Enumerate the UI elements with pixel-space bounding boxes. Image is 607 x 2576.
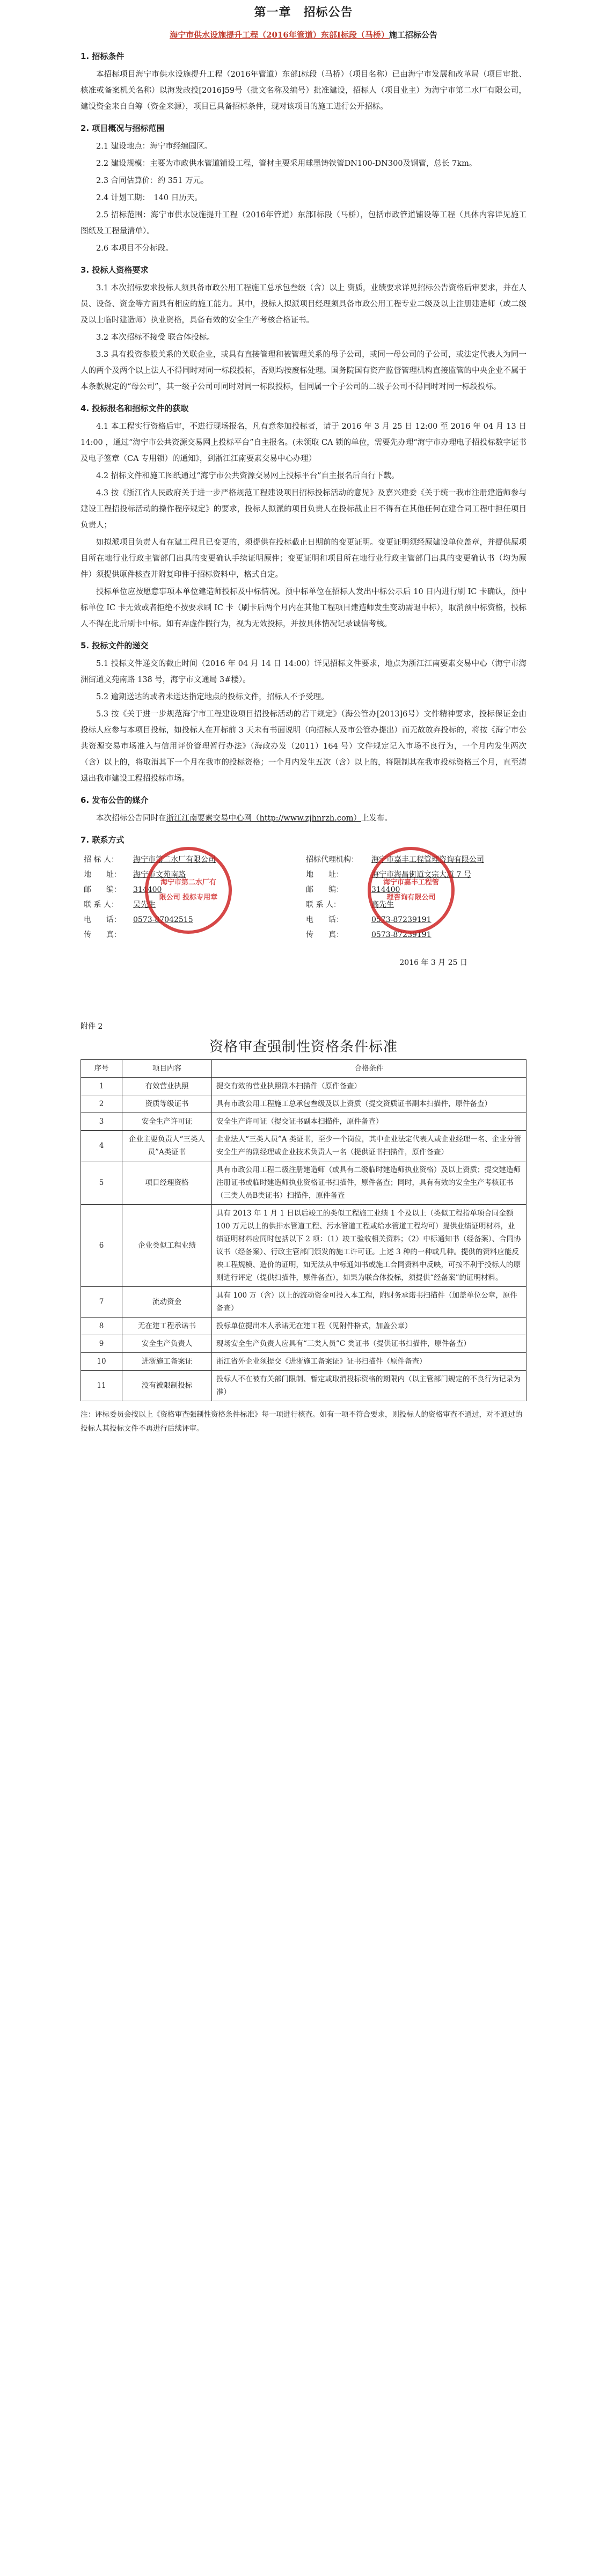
cell-condition: 投标人不在被有关部门限制、暂定或取消投标资格的期限内（以主管部门规定的不良行为记录为准） (212, 1371, 526, 1401)
section-heading-3: 3. 投标人资格要求 (81, 265, 149, 275)
document-title (81, 27, 526, 43)
contact-label: 邮 编： (306, 885, 343, 894)
section-2-item: 2.2 建设规模：主要为市政供水管道铺设工程，管材主要采用球墨铸铁管DN100-DN300及钢管，总长 7km。 (96, 159, 477, 168)
document-title-suffix: 施工招标公告 (389, 30, 437, 40)
appendix-note: 注：评标委员会按以上《资格审查强制性资格条件标准》每一项进行核查。如有一项不符合要求，则投标人的资格审查不通过，对不通过的投标人其投标文件不再进行后续评审。 (81, 1410, 523, 1433)
section-4-item: 4.3 按《浙江省人民政府关于进一步严格规范工程建设项目招标投标活动的意见》及嘉兴建委《关于统一我市注册建造师参与建设工程招投标活动的操作程序规定》的要求，投标人拟派的项目负责人在投标截止日不得有在其他任何在建合同工程中担任项目负责人； (81, 489, 526, 530)
cell-no: 1 (81, 1078, 122, 1095)
contact-label: 地 址： (84, 870, 121, 879)
cell-condition: 安全生产许可证（提交证书副本扫描件，原件备查） (212, 1113, 526, 1131)
appendix-table-title: 资格审查强制性资格条件标准 (209, 1039, 398, 1055)
cell-no: 6 (81, 1205, 122, 1287)
contact-label: 邮 编： (84, 885, 121, 894)
contact-value: 314400 (371, 885, 400, 894)
contact-label: 招标代理机构： (306, 855, 359, 864)
announcement-page (81, 0, 526, 1436)
cell-condition: 企业法人“三类人员”A 类证书，至少一个岗位，其中企业法定代表人或企业经理一名、企业分管安全生产的副经理或企业技术负责人一名（提供证书扫描件，原件备查） (212, 1131, 526, 1161)
qualification-table (81, 1059, 526, 1401)
cell-no: 4 (81, 1131, 122, 1161)
agent-seal-text: 海宁市嘉丰工程管理咨询有限公司 (383, 879, 439, 902)
contact-label: 联 系 人： (306, 901, 341, 909)
table-row (81, 1353, 526, 1371)
section-heading-2: 2. 项目概况与招标范围 (81, 123, 165, 133)
cell-no: 5 (81, 1161, 122, 1205)
media-website-link[interactable]: 浙江江南要素交易中心网（http://www.zjhnrzh.com） (166, 814, 361, 823)
table-row (81, 1371, 526, 1401)
section-2-item: 2.1 建设地点：海宁市经编园区。 (96, 142, 213, 151)
cell-condition: 现场安全生产负责人应具有“三类人员”C 类证书（提供证书扫描件，原件备查） (212, 1335, 526, 1353)
section-heading-4: 4. 投标报名和招标文件的获取 (81, 404, 189, 413)
table-header-row (81, 1060, 526, 1078)
contact-value: 0573-87239191 (371, 916, 432, 924)
chapter-title: 第一章 招标公告 (254, 5, 353, 19)
contact-value: 海宁市海昌街道文宗大道 7 号 (371, 870, 471, 879)
appendix-label: 附件 2 (81, 1022, 103, 1031)
contact-value: 0573-87042515 (133, 916, 193, 924)
table-row (81, 1205, 526, 1287)
cell-no: 11 (81, 1371, 122, 1401)
section-2-item: 2.5 招标范围：海宁市供水设施提升工程（2016年管道）东部Ⅰ标段（马桥），包括市政管道铺设等工程（具体内容详见施工图纸及工程量清单）。 (81, 211, 526, 236)
cell-item: 资质等级证书 (122, 1095, 212, 1113)
contact-value: 吴先生 (133, 901, 156, 909)
cell-item: 无在建工程承诺书 (122, 1318, 212, 1335)
contact-row (81, 927, 526, 942)
section-heading-7: 7. 联系方式 (81, 835, 125, 845)
table-row (81, 1287, 526, 1318)
cell-condition: 提交有效的营业执照副本扫描件（原件备查） (212, 1078, 526, 1095)
section-4-item: 4.1 本工程实行资格后审，不进行现场报名，凡有意参加投标者，请于 2016 年 3 月 25 日 12:00 至 2016 年 04 月 13 日 14:00 ，通过“海宁市公共资源交易网上投标平台”自主报名。(未领取 CA 锁的单位，需要先办理“海宁市办理电子招投标数字证书及电子签章（CA 专用锁）的通知》，到浙江江南要素交易中心办理） (81, 422, 526, 463)
cell-item: 没有被限制投标 (122, 1371, 212, 1401)
contact-block (81, 852, 526, 970)
project-title-link[interactable]: 海宁市供水设施提升工程（2016年管道）东部Ⅰ标段（马桥） (170, 30, 389, 40)
agent-seal-stamp (368, 847, 455, 934)
cell-condition: 具有 100 万（含）以上的流动资金可投入本工程，附财务承诺书扫描件（加盖单位公章，原件备查） (212, 1287, 526, 1318)
table-row (81, 1161, 526, 1205)
section-6-suffix: 上发布。 (361, 814, 392, 823)
cell-item: 流动资金 (122, 1287, 212, 1318)
column-header-no: 序号 (81, 1060, 122, 1078)
section-5-item: 5.3 按《关于进一步规范海宁市工程建设项目招投标活动的若干规定》（海公管办[2013]6号）文件精神要求，投标保证金由投标人应参与本项目投标，如投标人在开标前 3 天未有书面说明（向招标人及市公管办提出）而无故放弃投标的，将按《海宁市公共资源交易市场准入与信用评价管理暂行办法》（海政办发（2011）164 号）文件规定记入市场不良行为，一个月内发生两次（含）以上的，将取消其下一个月在我市的投标资格；一个月内发生五次（含）以上的，将限制其在我市投标资格三个月，直至清退出我市建设工程招投标市场。 (81, 710, 526, 783)
section-2-item: 2.6 本项目不分标段。 (96, 244, 173, 253)
table-row (81, 1113, 526, 1131)
section-6-paragraph (81, 810, 526, 826)
cell-condition: 具有 2013 年 1 月 1 日以后竣工的类似工程施工业绩 1 个及以上（类似工程指单项合同金额 100 万元以上的供排水管道工程、污水管道工程或给水管道工程均可）提供业绩证明材料，业绩证明材料应同时包括以下 2 项：（1）竣工验收相关资料；（2）中标通知书（经备案）、合同协议书（经备案）、行政主管部门颁发的施工许可证。上述 3 种的一种或几种。提供的资料应能反映工程规模、造价的证明，如无法从中标通知书或施工合同资料中反映，可按不利于投标人的原则进行评定（提供扫描件，原件备查），如果为联合体投标，须提供“经备案”的证明材料。 (212, 1205, 526, 1287)
contact-label: 传 真： (84, 931, 121, 939)
cell-condition: 具有市政公用工程施工总承包叁级及以上资质（提交资质证书副本扫描件，原件备查） (212, 1095, 526, 1113)
cell-no: 9 (81, 1335, 122, 1353)
contact-value: 314400 (133, 885, 162, 894)
section-4-item: 4.2 招标文件和施工图纸通过“海宁市公共资源交易网上投标平台”自主报名后自行下载。 (96, 472, 399, 480)
section-6-prefix: 本次招标公告同时在 (96, 814, 166, 823)
section-heading-5: 5. 投标文件的递交 (81, 641, 149, 650)
section-3-item: 3.1 本次招标要求投标人须具备市政公用工程施工总承包叁级（含）以上 资质，业绩要求详见招标公告资格后审要求，并在人员、设备、资金等方面具有相应的施工能力。其中，投标人拟派项目经理须具备市政公用工程专业二级及以上注册建造师（或二级及以上临时建造师）执业资格，具备有效的安全生产考核合格证书。 (81, 284, 526, 325)
contact-value: 海宁市文苑南路 (133, 870, 186, 879)
cell-item: 安全生产许可证 (122, 1113, 212, 1131)
table-row (81, 1095, 526, 1113)
tenderer-seal-stamp (145, 847, 232, 934)
table-row (81, 1131, 526, 1161)
cell-no: 8 (81, 1318, 122, 1335)
cell-no: 2 (81, 1095, 122, 1113)
contact-value: 0573-87239191 (371, 931, 432, 939)
contact-label: 地 址： (306, 870, 343, 879)
cell-condition: 浙江省外企业须提交《进浙施工备案证》证书扫描件（原件备查） (212, 1353, 526, 1371)
cell-condition: 投标单位提出本人承诺无在建工程（见附件格式，加盖公章） (212, 1318, 526, 1335)
cell-item: 进浙施工备案证 (122, 1353, 212, 1371)
cell-item: 企业主要负责人“三类人员”A类证书 (122, 1131, 212, 1161)
contact-value (130, 927, 303, 942)
section-5-item: 5.1 投标文件递交的截止时间（2016 年 04 月 14 日 14:00）详见招标文件要求，地点为浙江江南要素交易中心（海宁市海洲街道文苑南路 138 号，海宁市文通局 3#楼）。 (81, 660, 526, 684)
section-2-item: 2.3 合同估算价：约 351 万元。 (96, 177, 209, 185)
contact-value: 海宁市嘉丰工程管理咨询有限公司 (371, 855, 484, 864)
column-header-condition: 合格条件 (212, 1060, 526, 1078)
contact-value: 海宁市第二水厂有限公司 (133, 855, 216, 864)
column-header-item: 项目内容 (122, 1060, 212, 1078)
cell-condition: 具有市政公用工程二级注册建造师（或具有二级临时建造师执业资格）及以上资质；提交建造师注册证书或临时建造师执业资格证书扫描件，原件备查；同时，具有有效的安全生产考核证书（三类人员B类证书）扫描件，原件备查 (212, 1161, 526, 1205)
section-4-item: 如拟派项目负责人有在建工程且已变更的，须提供在投标截止日期前的变更证明。变更证明须经原建设单位盖章，并提供原项目所在地行业行政主管部门出具的变更确认手续证明原件；变更证明和项目所在地行业行政主管部门出具的变更确认书（均为原件）须提供原件核查并附复印件于招标资料中，格式自定。 (81, 538, 526, 579)
contact-label: 电 话： (84, 916, 121, 924)
cell-no: 10 (81, 1353, 122, 1371)
tenderer-seal-text: 海宁市第二水厂有限公司 投标专用章 (159, 879, 218, 902)
cell-item: 项目经理资格 (122, 1161, 212, 1205)
section-5-item: 5.2 逾期送达的或者未送达指定地点的投标文件，招标人不予受理。 (96, 693, 329, 701)
section-heading-6: 6. 发布公告的媒介 (81, 795, 149, 805)
cell-item: 企业类似工程业绩 (122, 1205, 212, 1287)
section-heading-1: 1. 招标条件 (81, 52, 125, 61)
cell-item: 安全生产负责人 (122, 1335, 212, 1353)
section-4-item: 投标单位应按愿意事项本单位建造师投标及中标情况。预中标单位在招标人发出中标公示后 10 日内进行刷 IC 卡确认，预中标单位 IC 卡无效或者拒绝不按要求刷 IC 卡（刷卡后两个月内在其他工程项目建造师发生变动需退中标），取消预中标资格，投标人不得在此后刷卡中标。如有弄虚作假行为，视为无效投标，并按具体情况记录诚信考核。 (81, 588, 526, 628)
cell-no: 3 (81, 1113, 122, 1131)
cell-no: 7 (81, 1287, 122, 1318)
section-1-paragraph: 本招标项目海宁市供水设施提升工程（2016年管道）东部Ⅰ标段（马桥）（项目名称）已由海宁市发展和改革局（项目审批、核准或备案机关名称）以海发改投[2016]59号（批文名称及编号）批准建设，招标人（项目业主）为海宁市第二水厂有限公司，建设资金来自自筹（资金来源），项目已具备招标条件，现对该项目的施工进行公开招标。 (81, 70, 526, 111)
table-row (81, 1335, 526, 1353)
table-row (81, 1318, 526, 1335)
contact-label: 传 真： (306, 931, 343, 939)
contact-row (81, 912, 526, 927)
contact-row (81, 852, 526, 867)
contact-label: 联 系 人： (84, 901, 119, 909)
contact-label: 招 标 人： (84, 855, 119, 864)
section-3-item: 3.3 具有投资参股关系的关联企业，或具有直接管理和被管理关系的母子公司，或同一母公司的子公司，或法定代表人为同一人的两个及两个以上法人不得同时对同一标段投标，否则均按废标处理。国务院国有资产监督管理机构直接监管的中央企业不属于本条款规定的“母公司”，其一级子公司可同时对同一标段投标，但同属一个子公司的二级子公司不得同时对同一标段投标。 (81, 350, 526, 391)
announcement-date: 2016 年 3 月 25 日 (399, 958, 467, 967)
appendix-2 (81, 1019, 526, 1436)
qualification-table-body (81, 1078, 526, 1401)
contact-label: 电 话： (306, 916, 343, 924)
contact-value: 高先生 (371, 901, 394, 909)
section-2-item: 2.4 计划工期： 140 日历天。 (96, 194, 202, 202)
table-row (81, 1078, 526, 1095)
cell-item: 有效营业执照 (122, 1078, 212, 1095)
section-3-item: 3.2 本次招标不接受 联合体投标。 (96, 333, 215, 342)
